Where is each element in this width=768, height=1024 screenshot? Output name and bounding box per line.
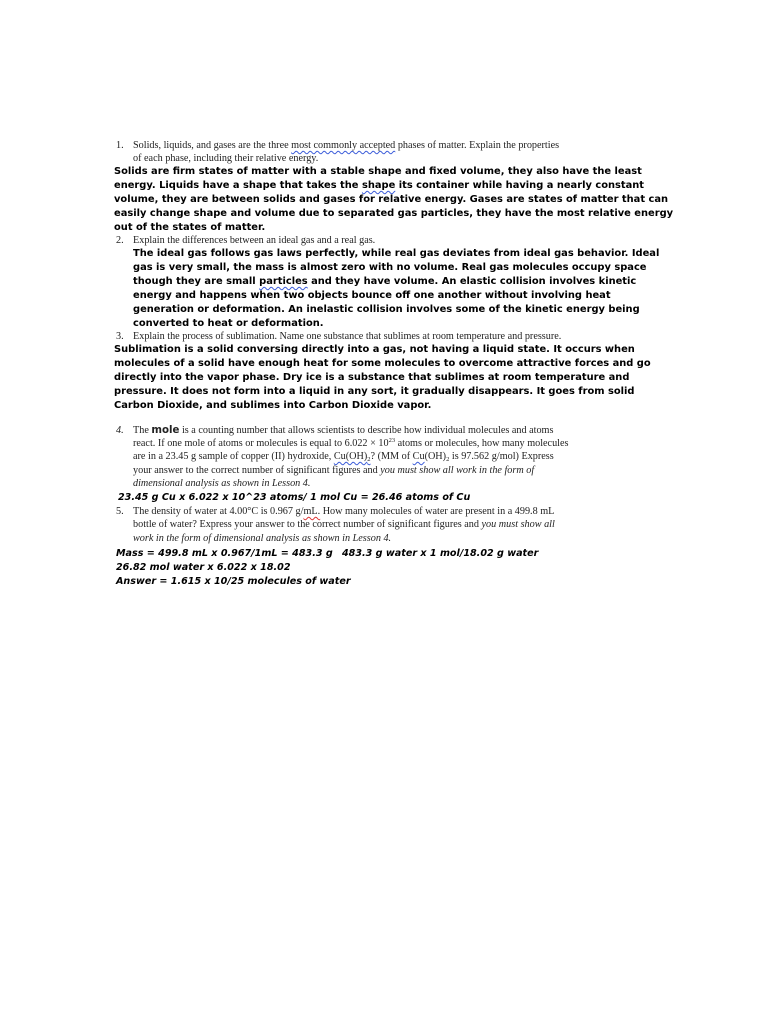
question-3-line-1: Explain the process of sublimation. Name one substance that sublimes at room temperature and pressure.: [133, 331, 562, 342]
grammar-flag: Cu: [412, 451, 425, 462]
answer-3-line-2: molecules of a solid have enough heat for some molecules to overcome attractive forces and go: [114, 358, 651, 369]
answer-5-line-2: 26.82 mol water x 6.022 x 18.02: [116, 562, 291, 573]
answer-2-line-1: The ideal gas follows gas laws perfectly, while real gas deviates from ideal gas behavior. Ideal: [133, 248, 660, 259]
grammar-flag: particles: [259, 276, 308, 287]
answer-4-line-1: 23.45 g Cu x 6.022 x 10^23 atoms/ 1 mol Cu = 26.46 atoms of Cu: [118, 492, 471, 503]
question-4-line-3: are in a 23.45 g sample of copper (II) hydroxide, $Cu(OH)_2$? (MM of $Cu(OH)_2$ is 97.562 g/mol) Express: [133, 451, 554, 463]
spelling-flag: mL.: [303, 506, 321, 517]
answer-2-line-4: energy and happens when two objects bounce off one another without involving heat: [133, 290, 611, 301]
question-4-line-4: your answer to the correct number of significant figures and you must show all work in the form of: [133, 465, 535, 476]
question-5-number: 5.: [116, 506, 124, 517]
question-5-line-1: The density of water at 4.00°C is 0.967 g/mL. How many molecules of water are present in a 499.8 mL: [133, 506, 555, 517]
answer-2-line-2: gas is very small, the mass is almost zero with no volume. Real gas molecules occupy space: [133, 262, 647, 273]
answer-5-line-1b: 483.3 g water x 1 mol/18.02 g water: [342, 548, 539, 559]
answer-3-line-3: directly into the vapor phase. Dry ice is a substance that sublimes at room temperature and: [114, 372, 630, 383]
question-4-line-2: react. If one mole of atoms or molecules is equal to $6.022 \times 10^{23}$ atoms or molecules, how many molecules: [133, 437, 569, 449]
answer-3-line-5: Carbon Dioxide, and sublimes into Carbon Dioxide vapor.: [114, 400, 432, 411]
question-3-number: 3.: [116, 331, 124, 342]
question-4-line-5: dimensional analysis as shown in Lesson 4.: [133, 478, 311, 489]
question-4-number: 4.: [116, 425, 124, 436]
question-1-line-2: of each phase, including their relative energy.: [133, 153, 319, 164]
question-4-line-1: The mole is a counting number that allows scientists to describe how individual molecules and atoms: [133, 425, 554, 436]
question-1-line-1: Solids, liquids, and gases are the three most commonly accepted phases of matter. Explain the properties: [133, 140, 560, 151]
question-2-line-1: Explain the differences between an ideal gas and a real gas.: [133, 235, 376, 246]
answer-5-line-1a: Mass = 499.8 mL x 0.967/1mL = 483.3 g: [116, 548, 333, 559]
answer-1-line-2: energy. Liquids have a shape that takes the shape its container while having a nearly constant: [114, 180, 645, 191]
question-5-line-3: work in the form of dimensional analysis as shown in Lesson 4.: [133, 533, 392, 544]
grammar-flag: $Cu(OH)_2$: [333, 451, 371, 463]
grammar-flag: shape: [361, 180, 396, 191]
answer-1-line-5: out of the states of matter.: [114, 222, 266, 233]
answer-2-line-5: generation or deformation. An inelastic collision involves some of the kinetic energy being: [133, 304, 640, 315]
answer-1-line-3: volume, they are between solids and gases for relative energy. Gases are states of matter that can: [114, 194, 669, 205]
question-5-line-2: bottle of water? Express your answer to the correct number of significant figures and you must show all: [133, 519, 555, 530]
answer-1-line-1: Solids are firm states of matter with a stable shape and fixed volume, they also have the least: [114, 166, 642, 177]
grammar-flag: most commonly accepted: [291, 140, 396, 151]
answer-3-line-4: pressure. It does not form into a liquid in any sort, it gradually disappears. It goes from solid: [114, 386, 635, 397]
question-2-number: 2.: [116, 235, 124, 246]
answer-3-line-1: Sublimation is a solid conversing directly into a gas, not having a liquid state. It occurs when: [114, 344, 635, 355]
question-1-number: 1.: [116, 140, 124, 151]
answer-2-line-6: converted to heat or deformation.: [133, 318, 324, 329]
answer-5-line-3: Answer = 1.615 x 10/25 molecules of water: [116, 576, 351, 587]
answer-2-line-3: though they are small particles and they have volume. An elastic collision involves kinetic: [133, 276, 637, 287]
answer-1-line-4: easily change shape and volume due to separated gas particles, they have the most relative energy: [114, 208, 674, 219]
